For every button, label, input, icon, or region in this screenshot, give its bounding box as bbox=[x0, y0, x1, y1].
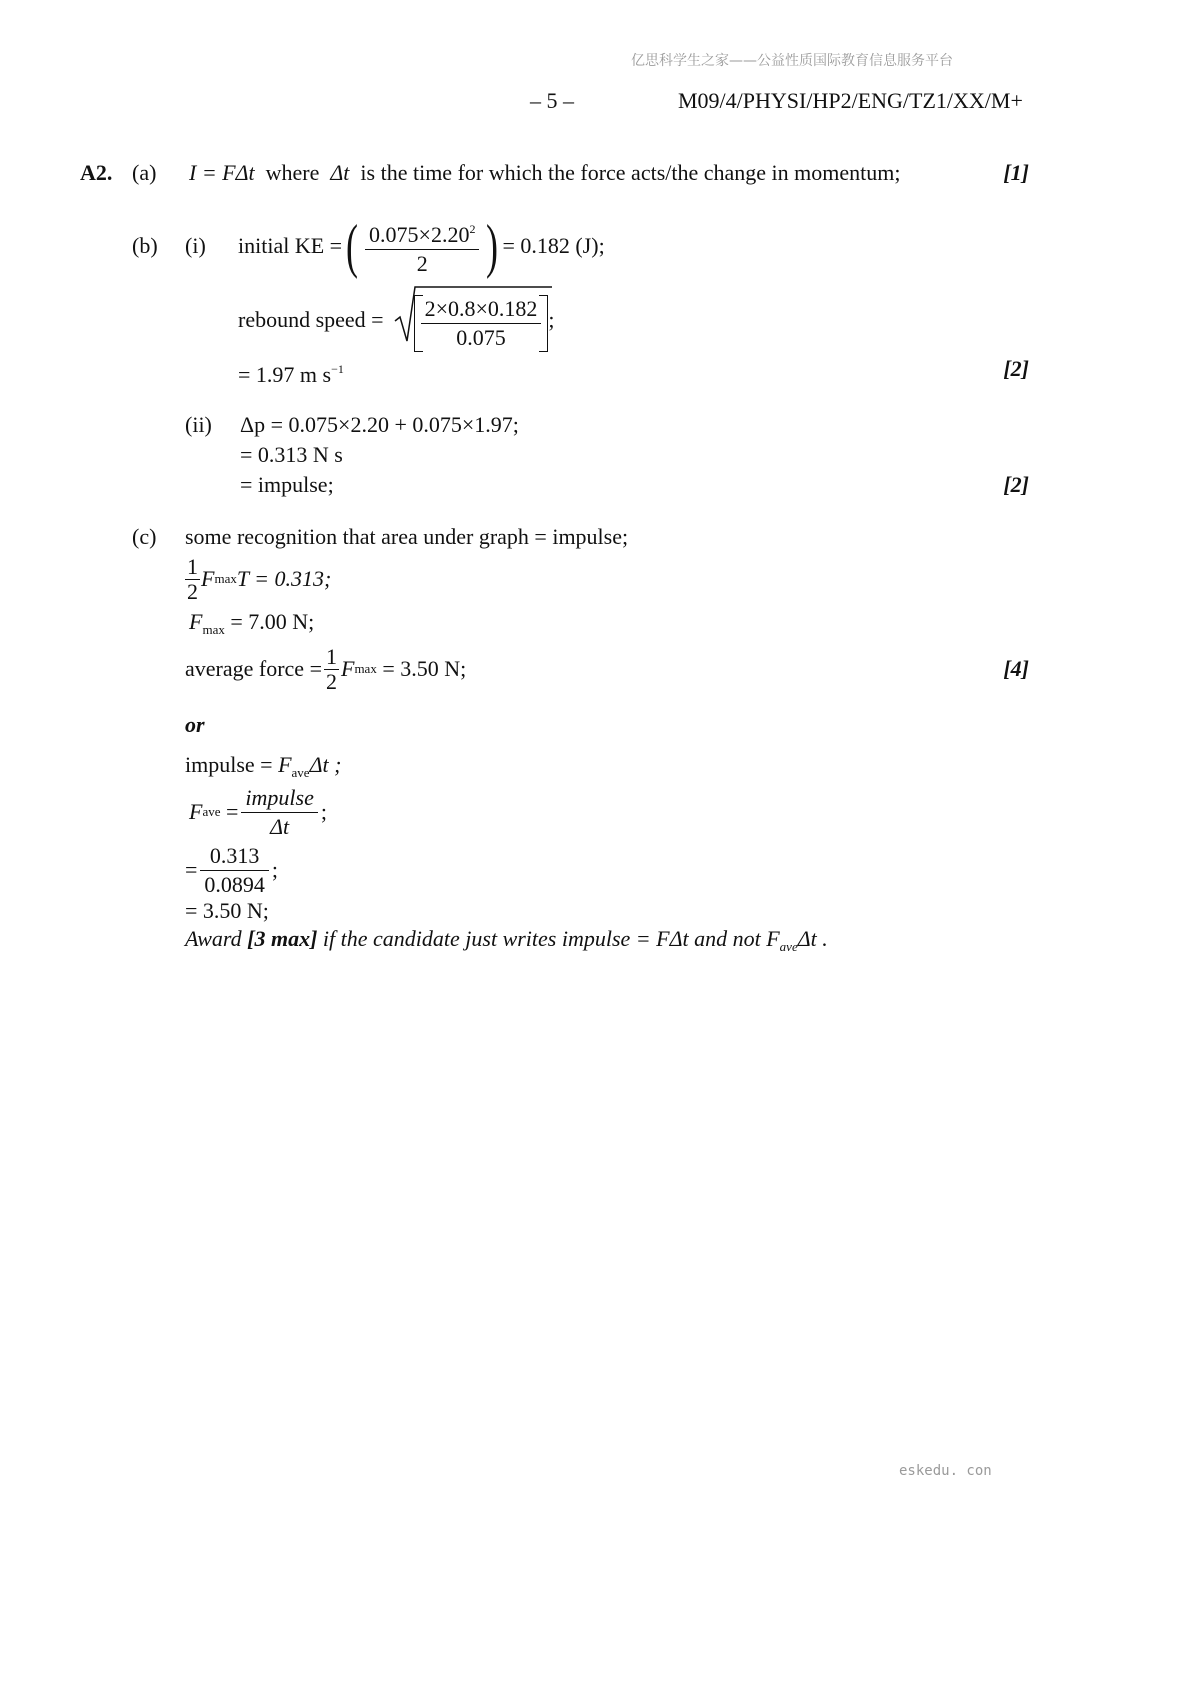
part-c-label: (c) bbox=[132, 524, 157, 549]
impulse-definition bbox=[185, 752, 341, 786]
force-symbol: F bbox=[340, 656, 355, 681]
question-number: A2. bbox=[80, 160, 113, 185]
award-text-2: and not F bbox=[694, 926, 780, 951]
val-eq: = bbox=[185, 857, 198, 882]
square-root bbox=[394, 289, 549, 352]
val-end: ; bbox=[271, 857, 279, 882]
val-denominator: 0.0894 bbox=[204, 871, 265, 897]
where-text: where bbox=[265, 160, 320, 185]
award-end: Δt . bbox=[797, 926, 828, 951]
ke-fraction bbox=[365, 215, 479, 278]
max-sub: max bbox=[214, 571, 237, 586]
right-paren: ) bbox=[486, 213, 499, 279]
part-b-ii-label: (ii) bbox=[185, 412, 212, 437]
val-numerator: 0.313 bbox=[200, 842, 269, 871]
part-b-ii-mark: [2] bbox=[1003, 472, 1029, 497]
value-equation bbox=[185, 842, 278, 898]
speed-result bbox=[238, 356, 344, 388]
avg-result: = 3.50 N; bbox=[382, 656, 467, 681]
ke-result: = 0.182 (J); bbox=[502, 233, 605, 258]
half-den: 2 bbox=[325, 668, 337, 694]
award-max: [3 max] bbox=[247, 926, 318, 951]
force-symbol: F bbox=[189, 799, 203, 824]
ave-sub: ave bbox=[291, 765, 310, 780]
avg-prefix: average force = bbox=[185, 656, 322, 681]
fave-numerator: impulse bbox=[241, 784, 317, 813]
half-fraction bbox=[185, 555, 200, 604]
half-den: 2 bbox=[187, 578, 198, 604]
bracket bbox=[414, 295, 549, 352]
delta-t: Δt bbox=[330, 160, 350, 185]
part-a-text: is the time for which the force acts/the change in momentum; bbox=[360, 160, 901, 185]
part-b-label: (b) bbox=[132, 233, 158, 258]
award-formula: = FΔt bbox=[635, 926, 689, 951]
average-force-line bbox=[185, 642, 466, 696]
part-c-mark: [4] bbox=[1003, 656, 1029, 681]
part-a-label: (a) bbox=[132, 160, 157, 185]
rebound-prefix: rebound speed = bbox=[238, 307, 384, 332]
momentum-result: = 0.313 N s bbox=[240, 442, 343, 467]
award-note bbox=[185, 926, 828, 960]
max-sub: max bbox=[354, 661, 377, 676]
area-recognition: some recognition that area under graph = impulse; bbox=[185, 524, 629, 549]
rebound-fraction bbox=[421, 295, 542, 352]
part-b-i-mark: [2] bbox=[1003, 356, 1029, 381]
fave-equation bbox=[189, 784, 327, 840]
page-number: – 5 – bbox=[530, 88, 574, 113]
impulse-line: = impulse; bbox=[240, 472, 334, 497]
ave-sub: ave bbox=[202, 804, 221, 819]
award-sub: ave bbox=[779, 939, 798, 954]
force-symbol: F bbox=[201, 566, 215, 591]
initial-ke-equation bbox=[238, 208, 605, 284]
half-num: 1 bbox=[187, 553, 198, 579]
momentum-line: Δp = 0.075×2.20 + 0.075×1.97; bbox=[240, 412, 519, 437]
fave-fraction bbox=[241, 784, 317, 841]
part-b-i-label: (i) bbox=[185, 233, 206, 258]
impulse-dt: Δt ; bbox=[309, 752, 342, 777]
speed-result-sup: −1 bbox=[331, 362, 344, 376]
avg-half-fraction bbox=[324, 645, 339, 694]
fmax-line bbox=[189, 609, 314, 643]
bottom-watermark: eskedu. con bbox=[899, 1463, 992, 1479]
ke-denominator: 2 bbox=[416, 250, 428, 276]
max-sub: max bbox=[202, 622, 225, 637]
value-fraction bbox=[200, 842, 269, 899]
force-symbol: F bbox=[189, 609, 203, 634]
rebound-denominator: 0.075 bbox=[456, 324, 506, 350]
t-equation: T = 0.313; bbox=[236, 566, 332, 591]
final-result: = 3.50 N; bbox=[185, 898, 269, 923]
ke-numerator: 0.075×2.20 bbox=[369, 221, 470, 247]
fave-end: ; bbox=[320, 799, 327, 824]
half-fmax-equation bbox=[185, 552, 331, 606]
speed-result-text: = 1.97 m s bbox=[238, 362, 332, 387]
part-a-mark: [1] bbox=[1003, 160, 1029, 185]
document-code: M09/4/PHYSI/HP2/ENG/TZ1/XX/M+ bbox=[678, 88, 1023, 113]
top-watermark: 亿思科学生之家——公益性质国际教育信息服务平台 bbox=[631, 53, 953, 69]
part-a-line bbox=[189, 160, 900, 186]
fave-eq: = bbox=[226, 799, 239, 824]
impulse-formula: I = FΔt bbox=[189, 160, 255, 185]
fmax-value: = 7.00 N; bbox=[230, 609, 315, 634]
award-text: if the candidate just writes impulse bbox=[322, 926, 631, 951]
ke-numerator-sup: 2 bbox=[469, 221, 476, 236]
award-word: Award bbox=[185, 926, 242, 951]
impulse-prefix: impulse = bbox=[185, 752, 273, 777]
ke-prefix: initial KE = bbox=[238, 233, 343, 258]
rebound-end: ; bbox=[548, 307, 555, 332]
rebound-numerator: 2×0.8×0.182 bbox=[421, 295, 542, 324]
left-paren: ( bbox=[346, 213, 359, 279]
fave-denominator: Δt bbox=[270, 813, 290, 839]
force-symbol: F bbox=[278, 752, 292, 777]
half-num: 1 bbox=[325, 643, 337, 669]
rebound-speed-equation bbox=[238, 290, 555, 350]
or-separator: or bbox=[185, 712, 205, 737]
